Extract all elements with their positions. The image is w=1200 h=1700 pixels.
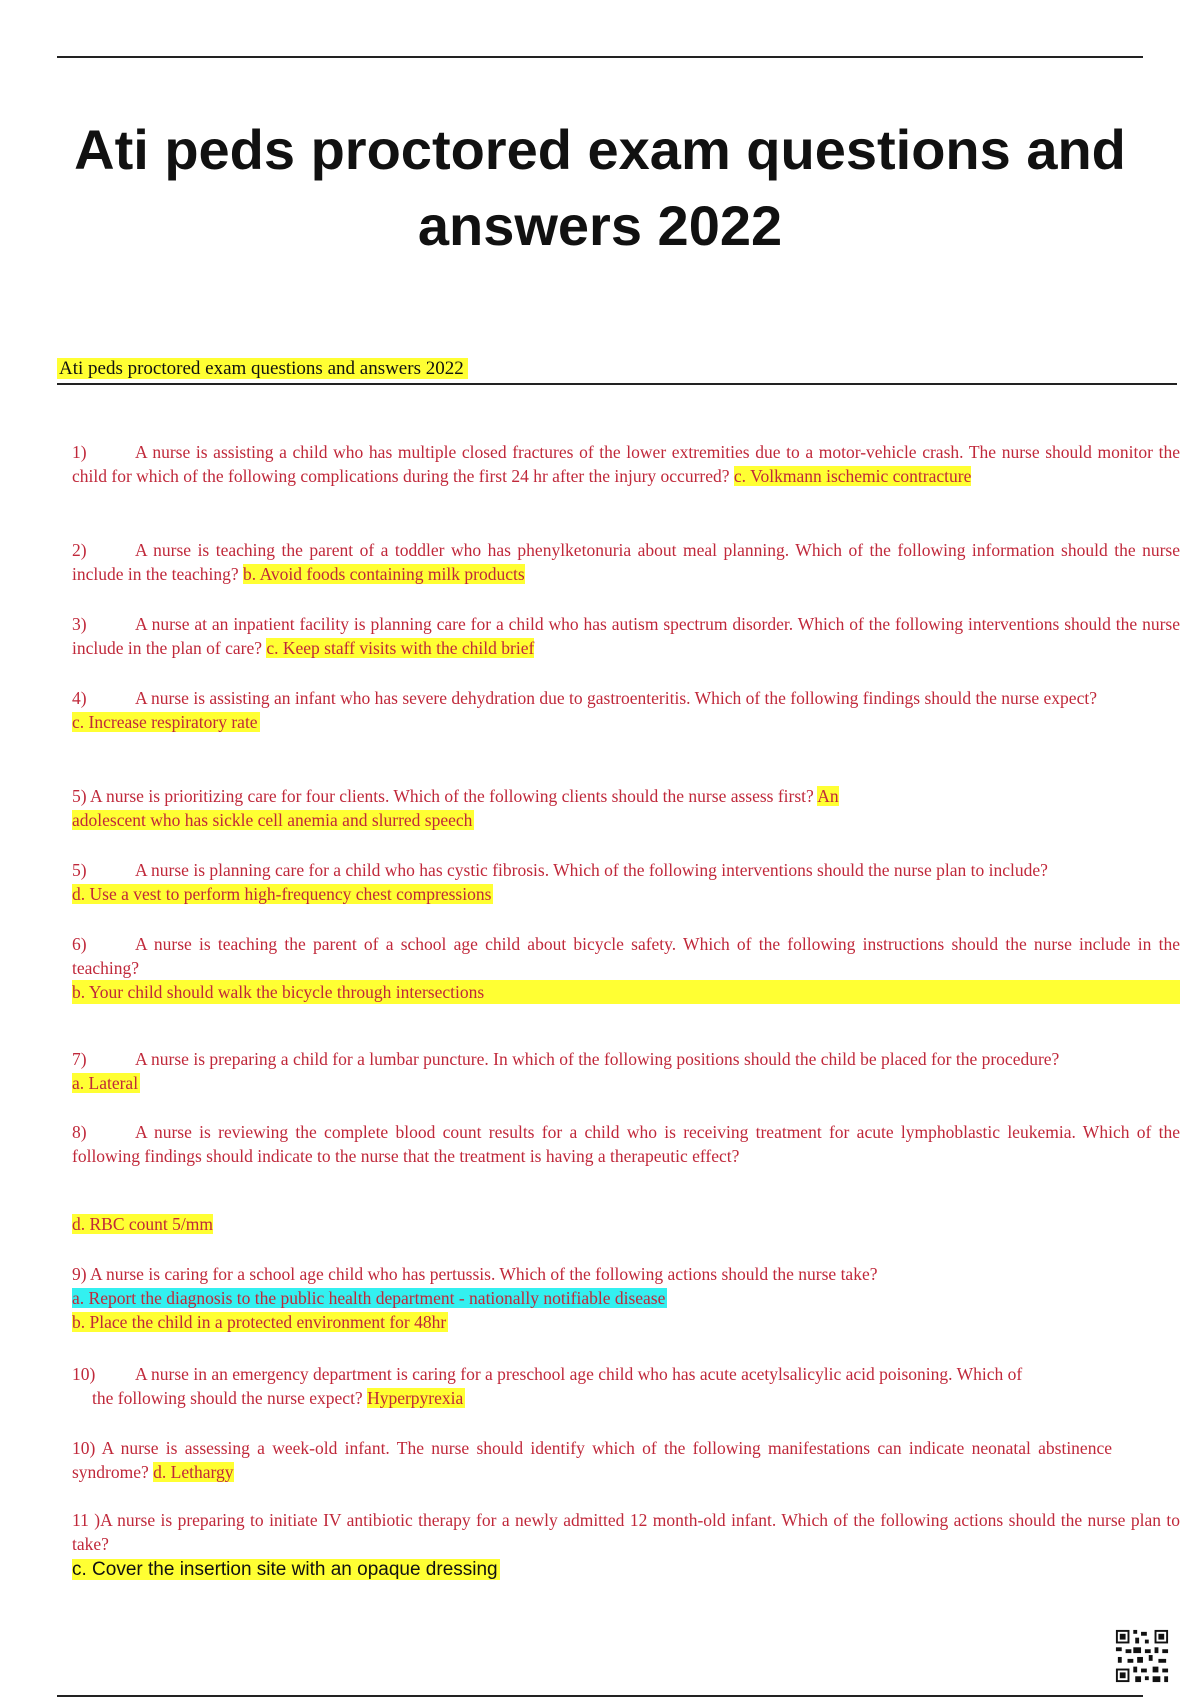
question-5b xyxy=(72,858,1180,906)
answer-highlight: a. Lateral xyxy=(72,1073,139,1093)
question-number: 3) xyxy=(72,614,87,634)
question-text: A nurse is preparing a child for a lumbar puncture. In which of the following positions should the child be placed for the procedure? xyxy=(135,1049,1060,1069)
answer-highlight-part2: adolescent who has sickle cell anemia and slurred speech xyxy=(72,810,473,830)
question-number: 5) xyxy=(72,860,87,880)
question-text-part2: the following should the nurse expect? xyxy=(92,1388,363,1408)
answer-highlight-a: a. Report the diagnosis to the public health department - nationally notifiable disease xyxy=(72,1288,666,1308)
question-8 xyxy=(72,1120,1180,1168)
question-number: 5) xyxy=(72,786,87,806)
question-number: 7) xyxy=(72,1049,87,1069)
question-1 xyxy=(72,440,1180,488)
answer-highlight: Hyperpyrexia xyxy=(367,1388,464,1408)
document-title: Ati peds proctored exam questions and answers 2022 xyxy=(74,118,1126,257)
answer-highlight-part1: An xyxy=(817,786,839,806)
bottom-rule xyxy=(57,1695,1143,1697)
question-8-answer xyxy=(72,1212,1180,1236)
document-subheader xyxy=(57,355,1177,385)
top-rule xyxy=(57,56,1143,58)
question-text: A nurse is teaching the parent of a school age child about bicycle safety. Which of the following instructions should the nurse include in the teaching? xyxy=(72,934,1180,978)
answer-highlight: d. Use a vest to perform high-frequency chest compressions xyxy=(72,884,492,904)
question-number: 2) xyxy=(72,540,87,560)
question-number: 8) xyxy=(72,1122,87,1142)
question-10b xyxy=(72,1436,1112,1484)
question-number: 10) xyxy=(72,1364,96,1384)
question-number: 11 ) xyxy=(72,1510,101,1530)
question-10a xyxy=(72,1362,1180,1410)
question-number: 10) xyxy=(72,1438,96,1458)
qr-code-icon xyxy=(1114,1628,1170,1684)
question-11 xyxy=(72,1508,1180,1584)
question-5a xyxy=(72,784,972,832)
question-text: A nurse is teaching the parent of a toddler who has phenylketonuria about meal planning. Which of the following information should the nurse include in the teaching? xyxy=(72,540,1180,584)
question-3 xyxy=(72,612,1180,660)
answer-highlight: d. RBC count 5/mm xyxy=(72,1214,213,1234)
question-text: A nurse is reviewing the complete blood count results for a child who is receiving treatment for acute lymphoblastic leukemia. Which of the following findings should indicate to the nurse that the treatment is having a therapeutic effect? xyxy=(72,1122,1180,1166)
question-9 xyxy=(72,1262,1180,1334)
question-text: A nurse is assessing a week-old infant. The nurse should identify which of the following manifestations can indicate neonatal abstinence syndrome? xyxy=(72,1438,1112,1482)
answer-highlight: c. Volkmann ischemic contracture xyxy=(733,466,972,486)
question-text: A nurse at an inpatient facility is planning care for a child who has autism spectrum disorder. Which of the following interventions should the nurse include in the plan of care? xyxy=(72,614,1180,658)
answer-highlight: d. Lethargy xyxy=(153,1462,234,1482)
question-number: 9) xyxy=(72,1264,87,1284)
question-2 xyxy=(72,538,1180,586)
question-number: 6) xyxy=(72,934,87,954)
question-text: A nurse is preparing to initiate IV antibiotic therapy for a newly admitted 12 month-old infant. Which of the following actions should the nurse plan to take? xyxy=(72,1510,1180,1554)
answer-highlight-b: b. Place the child in a protected environment for 48hr xyxy=(72,1312,447,1332)
question-6 xyxy=(72,932,1180,1004)
question-text: A nurse is assisting a child who has multiple closed fractures of the lower extremities due to a motor-vehicle crash. The nurse should monitor the child for which of the following complications during the first 24 hr after the injury occurred? xyxy=(72,442,1180,486)
answer-highlight: b. Your child should walk the bicycle through intersections xyxy=(72,980,1180,1004)
question-text: A nurse is assisting an infant who has severe dehydration due to gastroenteritis. Which of the following findings should the nurse expect? xyxy=(135,688,1097,708)
answer-highlight: c. Cover the insertion site with an opaque dressing xyxy=(72,1559,498,1580)
question-text: A nurse is prioritizing care for four clients. Which of the following clients should the nurse assess first? xyxy=(90,786,814,806)
answer-highlight: c. Keep staff visits with the child brief xyxy=(266,638,535,658)
answer-highlight: b. Avoid foods containing milk products xyxy=(243,564,525,584)
answer-highlight: c. Increase respiratory rate xyxy=(72,712,258,732)
question-4 xyxy=(72,686,1180,734)
question-text-part1: A nurse in an emergency department is caring for a preschool age child who has acute acetylsalicylic acid poisoning. Which of xyxy=(135,1364,1023,1384)
question-number: 1) xyxy=(72,442,87,462)
question-7 xyxy=(72,1047,1180,1095)
question-text: A nurse is caring for a school age child who has pertussis. Which of the following actions should the nurse take? xyxy=(90,1264,878,1284)
question-number: 4) xyxy=(72,688,87,708)
subheader-text: Ati peds proctored exam questions and answers 2022 xyxy=(57,358,468,379)
question-text: A nurse is planning care for a child who has cystic fibrosis. Which of the following interventions should the nurse plan to include? xyxy=(135,860,1048,880)
